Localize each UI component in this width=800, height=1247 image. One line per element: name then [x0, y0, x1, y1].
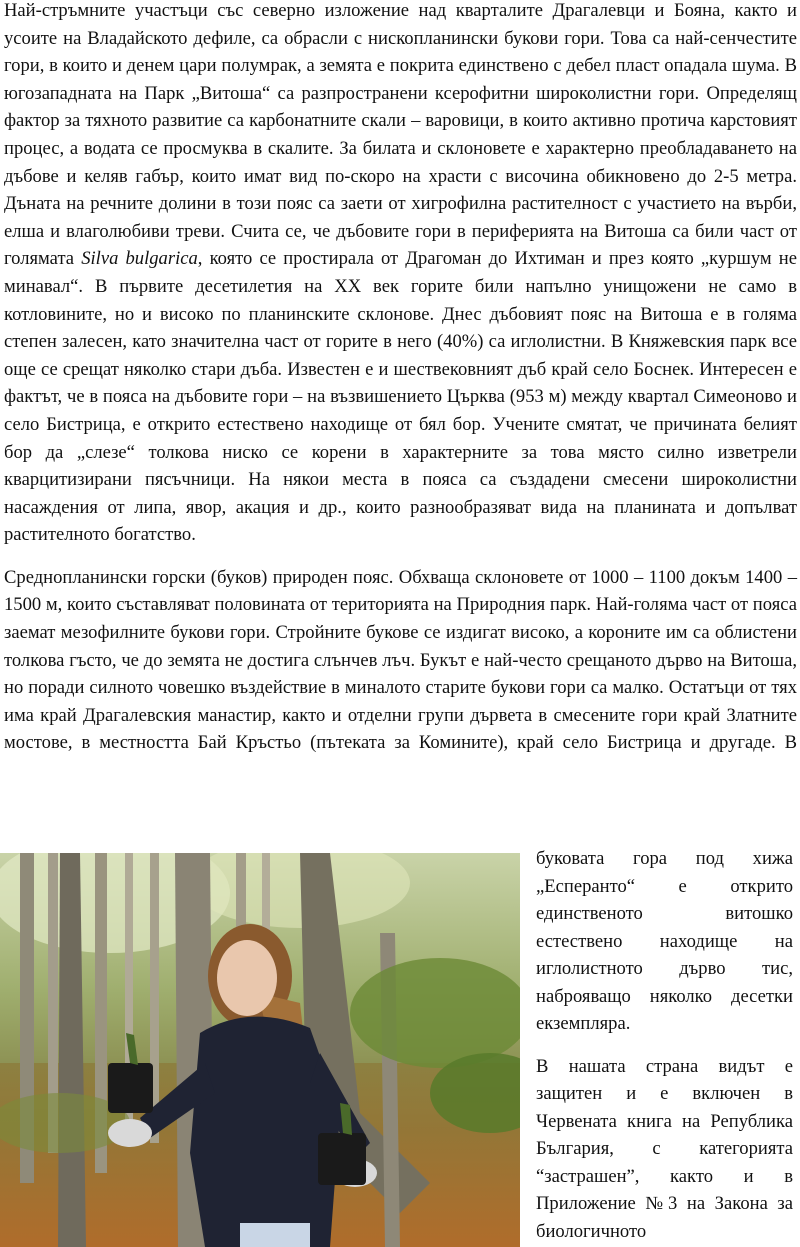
paragraph-text-a: Най-стръмните участъци със северно изложение над кварталите Драгалевци и Бояна, както и усоите на Владайското дефиле, са обрасли с нископланински букови гори. Това са най-сенчестите гори, в които и денем цари полумрак, а земята е покрита единствено с дебел пласт опадала шума. В югозападната на Парк „Витоша“ са разпространени ксерофитни широколистни гори. Определящ фактор за тяхното развитие са карбонатните скали – варовици, в които активно протича карстовият процес, а водата се просмуква в скалите. За билата и склоновете е характерно преобладаването на дъбове и келяв габър, които имат вид по-скоро на храсти с височина обикновено до 2-5 метра. Дъната на речните долини в този пояс са заети от хигрофилна растителност с участието на върби, елша и влаголюбиви треви. Счита се, че дъбовите гори в периферията на Витоша са били част от голямата — [4, 0, 797, 270]
paragraph-text: Среднопланински горски (буков) природен пояс. Обхваща склоновете от 1000 – 1100 докъм 1400 – 1500 м, които съставляват половината от територията на Природния парк. Най-голяма част от пояса заемат мезофилните букови гори. Стройните букове се издигат високо, а короните им са облистени толкова гъсто, че до земята не достига слънчев лъч. Букът е най-често срещаното дърво на Витоша, но поради силното човешко въздействие в миналото старите букови гори са малко. Остатъци от тях има край Драгалевския манастир, както и отделни групи дървета в смесените гори край Златните мостове, в местността Бай Кръстьо (пътеката за Комините), край село Бистрица и другаде. В — [4, 566, 797, 754]
side-paragraph-yew: буковата гора под хижа „Есперанто“ е открито единственото витошко естествено находище на иглолистното дърво тис, наброяващо няколко десетки екземпляра. — [536, 848, 793, 1034]
paragraph-beech-zone — [4, 564, 797, 757]
side-column — [536, 845, 793, 1245]
forest-photo — [0, 853, 520, 1247]
paragraph-text-b: , която се простирала от Драгоман до Ихтиман и през която „куршум не минавал“. В първите десетилетия на XX век горите били напълно унищожени не само в котловините, но и високо по планинските склонове. Днес дъбовият пояс на Витоша е в голяма степен залесен, като значителна част от горите в него (40%) са иглолистни. В Княжевския парк все още се срещат няколко стари дъба. Известен е и шествековният дъб край село Боснек. Интересен е фактът, че в пояса на дъбовите гори – на възвишението Църква (953 м) между квартал Симеоново и село Бистрица, е открито естествено находище от бял бор. Учените смятат, че причината белият бор да „слезе“ толкова ниско се корени в характерните за това място силно изветрели кварцитизирани пясъчници. На някои места в пояса са създадени смесени широколистни насаждения от липа, явор, акация и др., които разнообразяват вида на планината и допълват растителното богатство. — [4, 248, 797, 546]
photo-illustration — [0, 853, 520, 1247]
side-paragraph-protection: В нашата страна видът е защитен и е включен в Червената книга на Република България, с категорията “застрашен”, както и в Приложение №3 на Закона за биологичното — [536, 1055, 793, 1242]
paragraph-lower-zone — [4, 0, 797, 549]
document-page — [4, 0, 797, 757]
latin-term-silva-bulgarica: Silva bulgarica — [81, 248, 198, 270]
